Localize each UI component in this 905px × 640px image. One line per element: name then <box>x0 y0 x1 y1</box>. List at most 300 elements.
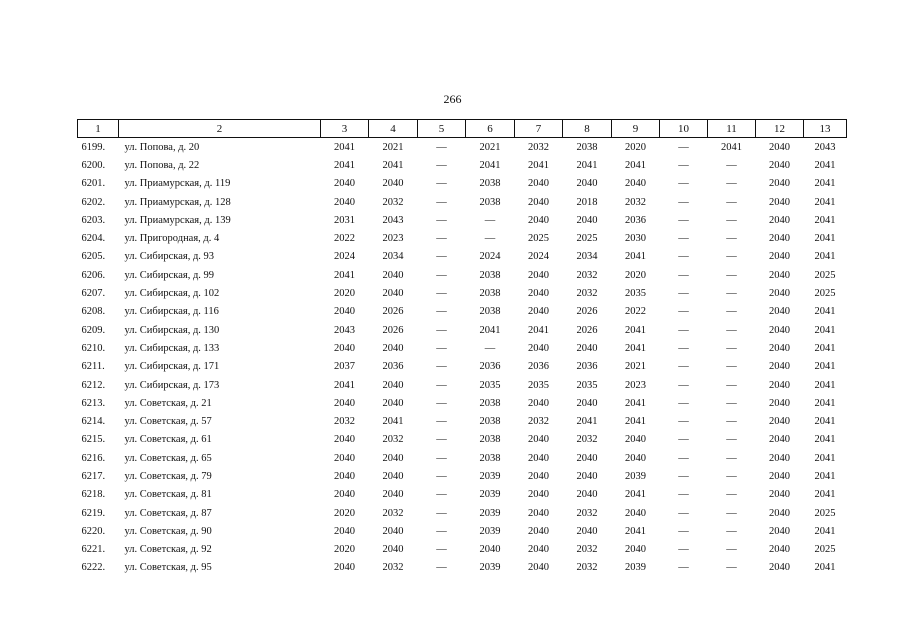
year-cell: 2022 <box>625 306 646 318</box>
year-cell: 2038 <box>479 306 501 318</box>
year-cell: — <box>726 562 737 574</box>
year-cell: 2041 <box>814 178 836 190</box>
row-number: 6209. <box>81 324 106 336</box>
year-cell: 2040 <box>769 251 790 263</box>
year-cell: 2041 <box>625 159 646 171</box>
table-row <box>78 248 847 266</box>
year-cell: 2040 <box>576 397 598 409</box>
year-cell: 2025 <box>814 269 836 281</box>
address-cell: ул. Приамурская, д. 119 <box>124 178 231 190</box>
year-cell: 2041 <box>625 324 646 336</box>
column-header-8: 8 <box>563 120 612 138</box>
year-cell: — <box>484 214 496 226</box>
address-cell: ул. Приамурская, д. 139 <box>124 214 231 226</box>
year-cell: — <box>436 251 447 263</box>
year-cell: 2040 <box>769 562 790 574</box>
row-number: 6208. <box>81 306 106 318</box>
year-cell: 2041 <box>814 251 836 263</box>
data-table <box>77 119 847 577</box>
table-row <box>78 467 847 485</box>
year-cell: 2040 <box>576 525 598 537</box>
year-cell: 2034 <box>576 251 598 263</box>
year-cell: — <box>436 507 447 519</box>
year-cell: 2040 <box>769 397 790 409</box>
row-number: 6201. <box>81 178 106 190</box>
year-cell: 2026 <box>576 306 598 318</box>
year-cell: 2041 <box>814 525 836 537</box>
column-header-11: 11 <box>708 120 756 138</box>
year-cell: 2023 <box>625 379 646 391</box>
year-cell: 2041 <box>814 361 836 373</box>
year-cell: 2021 <box>625 361 646 373</box>
year-cell: — <box>678 489 689 501</box>
year-cell: 2043 <box>382 214 404 226</box>
table-row <box>78 138 847 157</box>
year-cell: 2039 <box>625 562 646 574</box>
year-cell: — <box>436 324 447 336</box>
column-header-7: 7 <box>515 120 563 138</box>
year-cell: 2040 <box>528 288 549 300</box>
year-cell: 2040 <box>576 470 598 482</box>
column-header-3: 3 <box>321 120 369 138</box>
row-number: 6216. <box>81 452 106 464</box>
year-cell: — <box>678 196 689 208</box>
address-cell: ул. Пригородная, д. 4 <box>124 233 220 245</box>
year-cell: 2040 <box>382 342 404 354</box>
year-cell: — <box>678 544 689 556</box>
table-row <box>78 193 847 211</box>
year-cell: 2040 <box>576 489 598 501</box>
year-cell: — <box>726 251 737 263</box>
address-cell: ул. Попова, д. 22 <box>124 159 200 171</box>
year-cell: — <box>678 342 689 354</box>
year-cell: 2040 <box>528 196 549 208</box>
year-cell: 2020 <box>334 288 355 300</box>
year-cell: — <box>726 269 737 281</box>
year-cell: 2041 <box>625 397 646 409</box>
year-cell: 2041 <box>334 269 355 281</box>
year-cell: — <box>678 178 689 190</box>
year-cell: — <box>726 525 737 537</box>
year-cell: 2025 <box>576 233 598 245</box>
year-cell: 2040 <box>528 507 549 519</box>
year-cell: 2041 <box>382 159 404 171</box>
year-cell: — <box>436 306 447 318</box>
year-cell: — <box>436 159 447 171</box>
year-cell: — <box>436 434 447 446</box>
address-cell: ул. Советская, д. 79 <box>124 470 212 482</box>
year-cell: — <box>436 233 447 245</box>
year-cell: 2041 <box>814 489 836 501</box>
year-cell: 2032 <box>334 416 355 428</box>
year-cell: 2036 <box>576 361 598 373</box>
year-cell: 2032 <box>576 434 598 446</box>
year-cell: 2018 <box>576 196 598 208</box>
address-cell: ул. Советская, д. 65 <box>124 452 212 464</box>
year-cell: 2022 <box>334 233 355 245</box>
table-row <box>78 394 847 412</box>
year-cell: 2040 <box>769 544 790 556</box>
year-cell: — <box>436 288 447 300</box>
year-cell: 2040 <box>769 306 790 318</box>
year-cell: 2040 <box>625 434 646 446</box>
table-row <box>78 321 847 339</box>
year-cell: — <box>726 507 737 519</box>
year-cell: 2041 <box>814 233 836 245</box>
year-cell: — <box>726 397 737 409</box>
year-cell: 2040 <box>528 397 549 409</box>
address-cell: ул. Попова, д. 20 <box>124 141 200 153</box>
year-cell: 2043 <box>334 324 355 336</box>
year-cell: 2040 <box>528 452 549 464</box>
year-cell: 2041 <box>334 379 355 391</box>
year-cell: 2040 <box>334 470 355 482</box>
year-cell: 2039 <box>479 470 501 482</box>
year-cell: 2032 <box>382 507 404 519</box>
table-row <box>78 431 847 449</box>
year-cell: — <box>484 342 496 354</box>
year-cell: — <box>678 288 689 300</box>
year-cell: 2040 <box>769 507 790 519</box>
year-cell: 2035 <box>479 379 501 391</box>
year-cell: — <box>436 214 447 226</box>
address-cell: ул. Сибирская, д. 99 <box>124 269 215 281</box>
column-header-12: 12 <box>756 120 804 138</box>
year-cell: — <box>436 196 447 208</box>
year-cell: 2032 <box>576 288 598 300</box>
row-number: 6206. <box>81 269 106 281</box>
column-header-10: 10 <box>660 120 708 138</box>
year-cell: 2040 <box>528 525 549 537</box>
year-cell: — <box>436 178 447 190</box>
row-number: 6221. <box>81 544 106 556</box>
year-cell: 2041 <box>814 452 836 464</box>
table-row <box>78 504 847 522</box>
year-cell: 2041 <box>814 416 836 428</box>
year-cell: 2040 <box>769 288 790 300</box>
year-cell: 2041 <box>814 342 836 354</box>
address-cell: ул. Сибирская, д. 171 <box>124 361 220 373</box>
year-cell: 2025 <box>814 288 836 300</box>
year-cell: 2040 <box>479 544 501 556</box>
year-cell: 2031 <box>334 214 355 226</box>
year-cell: — <box>678 324 689 336</box>
year-cell: 2040 <box>382 178 404 190</box>
year-cell: 2041 <box>814 434 836 446</box>
year-cell: 2040 <box>382 288 404 300</box>
address-cell: ул. Сибирская, д. 173 <box>124 379 220 391</box>
year-cell: 2040 <box>625 544 646 556</box>
year-cell: 2035 <box>576 379 598 391</box>
year-cell: 2024 <box>479 251 501 263</box>
row-number: 6200. <box>81 159 106 171</box>
year-cell: 2032 <box>528 141 549 153</box>
year-cell: 2040 <box>769 178 790 190</box>
year-cell: — <box>726 196 737 208</box>
address-cell: ул. Советская, д. 92 <box>124 544 212 556</box>
year-cell: — <box>726 434 737 446</box>
column-header-2: 2 <box>119 120 321 138</box>
year-cell: — <box>726 288 737 300</box>
year-cell: 2039 <box>625 470 646 482</box>
year-cell: 2040 <box>769 416 790 428</box>
year-cell: 2040 <box>334 562 355 574</box>
year-cell: — <box>678 525 689 537</box>
year-cell: 2040 <box>528 342 549 354</box>
year-cell: — <box>678 379 689 391</box>
year-cell: 2040 <box>769 214 790 226</box>
year-cell: — <box>436 397 447 409</box>
year-cell: 2040 <box>334 452 355 464</box>
year-cell: 2040 <box>769 361 790 373</box>
column-header-9: 9 <box>612 120 660 138</box>
year-cell: 2040 <box>769 525 790 537</box>
address-cell: ул. Советская, д. 61 <box>124 434 212 446</box>
row-number: 6205. <box>81 251 106 263</box>
year-cell: 2040 <box>769 489 790 501</box>
address-cell: ул. Сибирская, д. 116 <box>124 306 219 318</box>
year-cell: 2041 <box>625 251 646 263</box>
year-cell: — <box>436 470 447 482</box>
table-body <box>78 138 847 578</box>
year-cell: 2040 <box>769 470 790 482</box>
year-cell: — <box>678 233 689 245</box>
row-number: 6199. <box>81 141 106 153</box>
year-cell: — <box>678 159 689 171</box>
table-row <box>78 211 847 229</box>
year-cell: — <box>726 470 737 482</box>
row-number: 6215. <box>81 434 106 446</box>
year-cell: 2025 <box>814 507 836 519</box>
address-cell: ул. Советская, д. 81 <box>124 489 212 501</box>
year-cell: 2040 <box>334 306 355 318</box>
year-cell: 2040 <box>769 342 790 354</box>
year-cell: — <box>678 434 689 446</box>
year-cell: 2040 <box>382 379 404 391</box>
year-cell: 2035 <box>528 379 549 391</box>
year-cell: — <box>436 544 447 556</box>
year-cell: 2041 <box>479 324 501 336</box>
year-cell: — <box>726 544 737 556</box>
table-row <box>78 412 847 430</box>
year-cell: 2040 <box>528 434 549 446</box>
year-cell: — <box>726 452 737 464</box>
year-cell: 2032 <box>528 416 549 428</box>
year-cell: 2041 <box>814 562 836 574</box>
year-cell: — <box>436 269 447 281</box>
year-cell: 2025 <box>528 233 549 245</box>
table-row <box>78 522 847 540</box>
year-cell: 2040 <box>382 470 404 482</box>
year-cell: — <box>726 159 737 171</box>
year-cell: — <box>436 342 447 354</box>
year-cell: 2021 <box>479 141 501 153</box>
year-cell: 2038 <box>479 196 501 208</box>
year-cell: 2041 <box>576 416 598 428</box>
year-cell: 2038 <box>479 397 501 409</box>
year-cell: — <box>436 525 447 537</box>
year-cell: — <box>726 306 737 318</box>
year-cell: — <box>436 141 447 153</box>
year-cell: — <box>678 141 689 153</box>
address-cell: ул. Сибирская, д. 130 <box>124 324 220 336</box>
row-number: 6222. <box>81 562 106 574</box>
table-row <box>78 175 847 193</box>
year-cell: 2040 <box>528 306 549 318</box>
year-cell: — <box>678 416 689 428</box>
table-row <box>78 284 847 302</box>
year-cell: 2041 <box>576 159 598 171</box>
year-cell: 2040 <box>625 507 646 519</box>
year-cell: — <box>436 416 447 428</box>
row-number: 6218. <box>81 489 106 501</box>
row-number: 6217. <box>81 470 106 482</box>
year-cell: 2032 <box>382 196 404 208</box>
page-number: 266 <box>443 92 462 106</box>
year-cell: 2030 <box>625 233 646 245</box>
year-cell: 2039 <box>479 489 501 501</box>
table-header <box>78 120 847 138</box>
column-header-5: 5 <box>418 120 466 138</box>
year-cell: 2040 <box>334 397 355 409</box>
year-cell: 2041 <box>814 379 836 391</box>
year-cell: — <box>726 361 737 373</box>
year-cell: 2040 <box>769 324 790 336</box>
year-cell: 2039 <box>479 507 501 519</box>
year-cell: 2040 <box>769 269 790 281</box>
year-cell: 2036 <box>479 361 501 373</box>
year-cell: 2024 <box>528 251 549 263</box>
year-cell: — <box>726 379 737 391</box>
year-cell: 2040 <box>769 379 790 391</box>
year-cell: 2032 <box>576 269 598 281</box>
year-cell: 2040 <box>576 342 598 354</box>
year-cell: 2039 <box>479 562 501 574</box>
address-cell: ул. Приамурская, д. 128 <box>124 196 231 208</box>
column-header-4: 4 <box>369 120 418 138</box>
address-cell: ул. Советская, д. 95 <box>124 562 212 574</box>
year-cell: 2026 <box>576 324 598 336</box>
year-cell: 2038 <box>479 178 501 190</box>
year-cell: 2032 <box>576 507 598 519</box>
year-cell: 2041 <box>814 397 836 409</box>
year-cell: — <box>678 452 689 464</box>
column-header-1: 1 <box>78 120 119 138</box>
year-cell: 2041 <box>721 141 742 153</box>
table-row <box>78 266 847 284</box>
table-row <box>78 303 847 321</box>
year-cell: — <box>436 562 447 574</box>
year-cell: 2041 <box>625 489 646 501</box>
header-row <box>78 120 847 138</box>
year-cell: 2040 <box>769 141 790 153</box>
year-cell: 2037 <box>334 361 355 373</box>
column-header-6: 6 <box>466 120 515 138</box>
row-number: 6214. <box>81 416 106 428</box>
year-cell: — <box>436 452 447 464</box>
year-cell: 2032 <box>382 562 404 574</box>
year-cell: 2026 <box>382 306 404 318</box>
address-cell: ул. Сибирская, д. 133 <box>124 342 220 354</box>
year-cell: 2038 <box>479 288 501 300</box>
year-cell: 2041 <box>382 416 404 428</box>
year-cell: 2040 <box>576 178 598 190</box>
year-cell: — <box>678 361 689 373</box>
row-number: 6212. <box>81 379 106 391</box>
year-cell: 2032 <box>382 434 404 446</box>
table-row <box>78 156 847 174</box>
year-cell: 2040 <box>625 178 646 190</box>
year-cell: 2040 <box>528 489 549 501</box>
year-cell: 2041 <box>814 196 836 208</box>
year-cell: — <box>678 562 689 574</box>
year-cell: 2023 <box>382 233 404 245</box>
column-header-13: 13 <box>804 120 847 138</box>
year-cell: — <box>678 306 689 318</box>
year-cell: — <box>726 214 737 226</box>
address-cell: ул. Сибирская, д. 102 <box>124 288 220 300</box>
year-cell: 2040 <box>625 452 646 464</box>
year-cell: 2020 <box>625 269 646 281</box>
year-cell: 2035 <box>625 288 646 300</box>
year-cell: — <box>678 251 689 263</box>
year-cell: 2040 <box>382 397 404 409</box>
year-cell: 2040 <box>528 178 549 190</box>
year-cell: 2040 <box>528 470 549 482</box>
year-cell: 2040 <box>528 269 549 281</box>
year-cell: — <box>678 214 689 226</box>
row-number: 6210. <box>81 342 106 354</box>
address-cell: ул. Советская, д. 21 <box>124 397 212 409</box>
year-cell: 2040 <box>334 434 355 446</box>
year-cell: 2036 <box>382 361 404 373</box>
year-cell: 2041 <box>814 306 836 318</box>
table-row <box>78 229 847 247</box>
table-row <box>78 541 847 559</box>
year-cell: 2040 <box>334 489 355 501</box>
year-cell: 2040 <box>334 196 355 208</box>
year-cell: 2036 <box>625 214 646 226</box>
year-cell: 2040 <box>334 525 355 537</box>
year-cell: 2034 <box>382 251 404 263</box>
year-cell: 2040 <box>382 525 404 537</box>
year-cell: 2043 <box>814 141 836 153</box>
year-cell: — <box>678 470 689 482</box>
year-cell: 2032 <box>625 196 646 208</box>
year-cell: 2041 <box>528 159 549 171</box>
address-cell: ул. Сибирская, д. 93 <box>124 251 215 263</box>
row-number: 6203. <box>81 214 106 226</box>
table-row <box>78 339 847 357</box>
year-cell: 2032 <box>576 562 598 574</box>
year-cell: 2040 <box>382 544 404 556</box>
year-cell: — <box>726 342 737 354</box>
address-cell: ул. Советская, д. 57 <box>124 416 212 428</box>
year-cell: — <box>436 489 447 501</box>
table-row <box>78 559 847 577</box>
row-number: 6207. <box>81 288 106 300</box>
row-number: 6202. <box>81 196 106 208</box>
year-cell: 2038 <box>479 269 501 281</box>
address-cell: ул. Советская, д. 90 <box>124 525 212 537</box>
table-row <box>78 449 847 467</box>
row-number: 6204. <box>81 233 106 245</box>
year-cell: 2036 <box>528 361 549 373</box>
year-cell: — <box>484 233 496 245</box>
row-number: 6213. <box>81 397 106 409</box>
year-cell: 2040 <box>528 544 549 556</box>
year-cell: 2040 <box>769 159 790 171</box>
